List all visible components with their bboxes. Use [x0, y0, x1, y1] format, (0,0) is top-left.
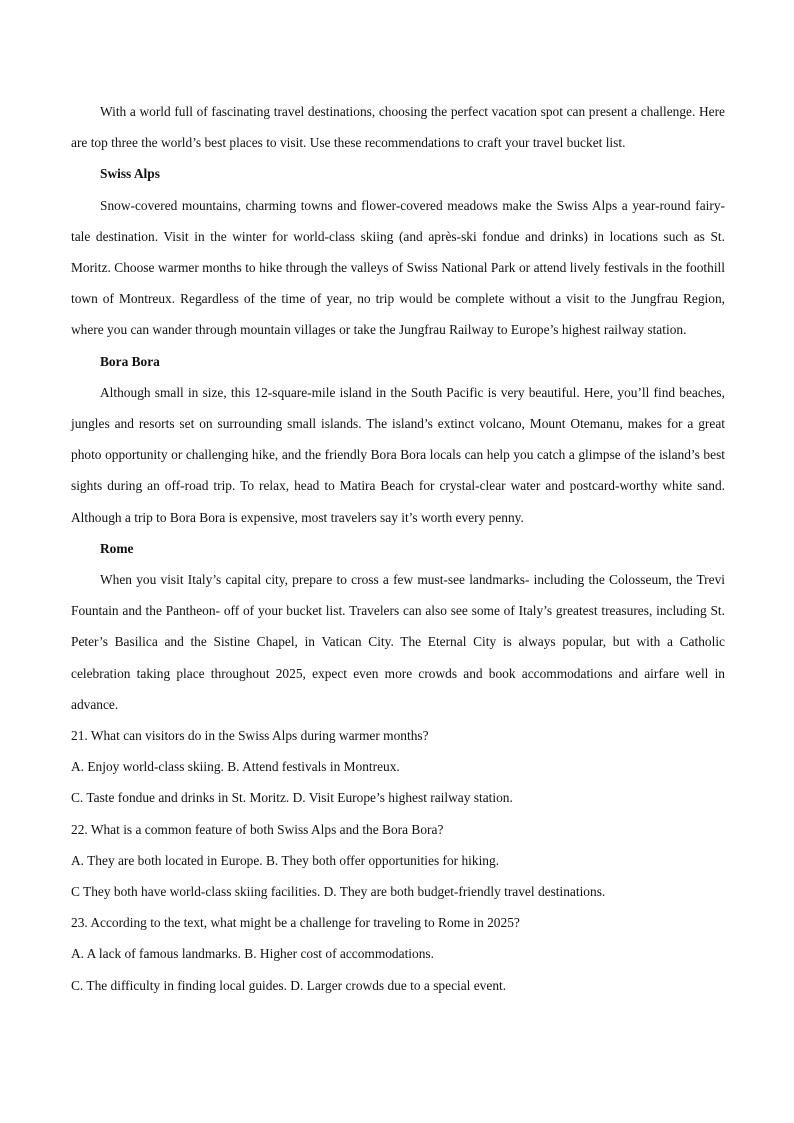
- question-options-line: C. The difficulty in finding local guides. D. Larger crowds due to a special event.: [71, 977, 507, 993]
- section-rome: [71, 533, 725, 720]
- question-options-line: A. Enjoy world-class skiing. B. Attend festivals in Montreux.: [71, 759, 400, 775]
- question-options-line: A. A lack of famous landmarks. B. Higher cost of accommodations.: [71, 946, 434, 962]
- section-bora-bora: [71, 346, 725, 533]
- question-options-line: C. Taste fondue and drinks in St. Moritz. D. Visit Europe’s highest railway station.: [71, 790, 513, 806]
- question-21: [71, 720, 725, 814]
- question-options-line: C They both have world-class skiing facilities. D. They are both budget-friendly travel destinations.: [71, 884, 606, 900]
- section-heading: Bora Bora: [100, 353, 160, 369]
- document-page: [71, 96, 725, 1001]
- intro-paragraph: With a world full of fascinating travel destinations, choosing the perfect vacation spot can present a challenge. Here are top three the world’s best places to visit. Use these recommendations to craft your travel bucket list.: [71, 104, 725, 151]
- question-stem: 22. What is a common feature of both Swiss Alps and the Bora Bora?: [71, 821, 444, 837]
- question-options-line: A. They are both located in Europe. B. They both offer opportunities for hiking.: [71, 852, 500, 868]
- section-heading: Swiss Alps: [100, 166, 160, 182]
- section-paragraph: When you visit Italy’s capital city, prepare to cross a few must-see landmarks- including the Colosseum, the Trevi Fountain and the Pantheon- off of your bucket list. Travelers can also see some of Italy’s greatest treasures, including St. Peter’s Basilica and the Sistine Chapel, in Vatican City. The Eternal City is always popular, but with a Catholic celebration taking place throughout 2025, expect even more crowds and book accommodations and airfare well in advance.: [71, 572, 725, 712]
- section-heading: Rome: [100, 540, 134, 556]
- section-swiss-alps: [71, 158, 725, 345]
- question-stem: 23. According to the text, what might be a challenge for traveling to Rome in 2025?: [71, 915, 520, 931]
- section-paragraph: Snow-covered mountains, charming towns and flower-covered meadows make the Swiss Alps a year-round fairy-tale destination. Visit in the winter for world-class skiing (and après-ski fondue and drinks) in locations such as St. Moritz. Choose warmer months to hike through the valleys of Swiss National Park or attend lively festivals in the foothill town of Montreux. Regardless of the time of year, no trip would be complete without a visit to the Jungfrau Region, where you can wander through mountain villages or take the Jungfrau Railway to Europe’s highest railway station.: [71, 197, 725, 338]
- question-23: [71, 907, 725, 1001]
- question-stem: 21. What can visitors do in the Swiss Alps during warmer months?: [71, 728, 429, 744]
- question-22: [71, 814, 725, 908]
- section-paragraph: Although small in size, this 12-square-mile island in the South Pacific is very beautiful. Here, you’ll find beaches, jungles and resorts set on surrounding small islands. The island’s extinct volcano, Mount Otemanu, makes for a great photo opportunity or challenging hike, and the friendly Bora Bora locals can help you catch a glimpse of the island’s best sights during an off-road trip. To relax, head to Matira Beach for crystal-clear water and postcard-worthy white sand. Although a trip to Bora Bora is expensive, most travelers say it’s worth every penny.: [71, 384, 725, 525]
